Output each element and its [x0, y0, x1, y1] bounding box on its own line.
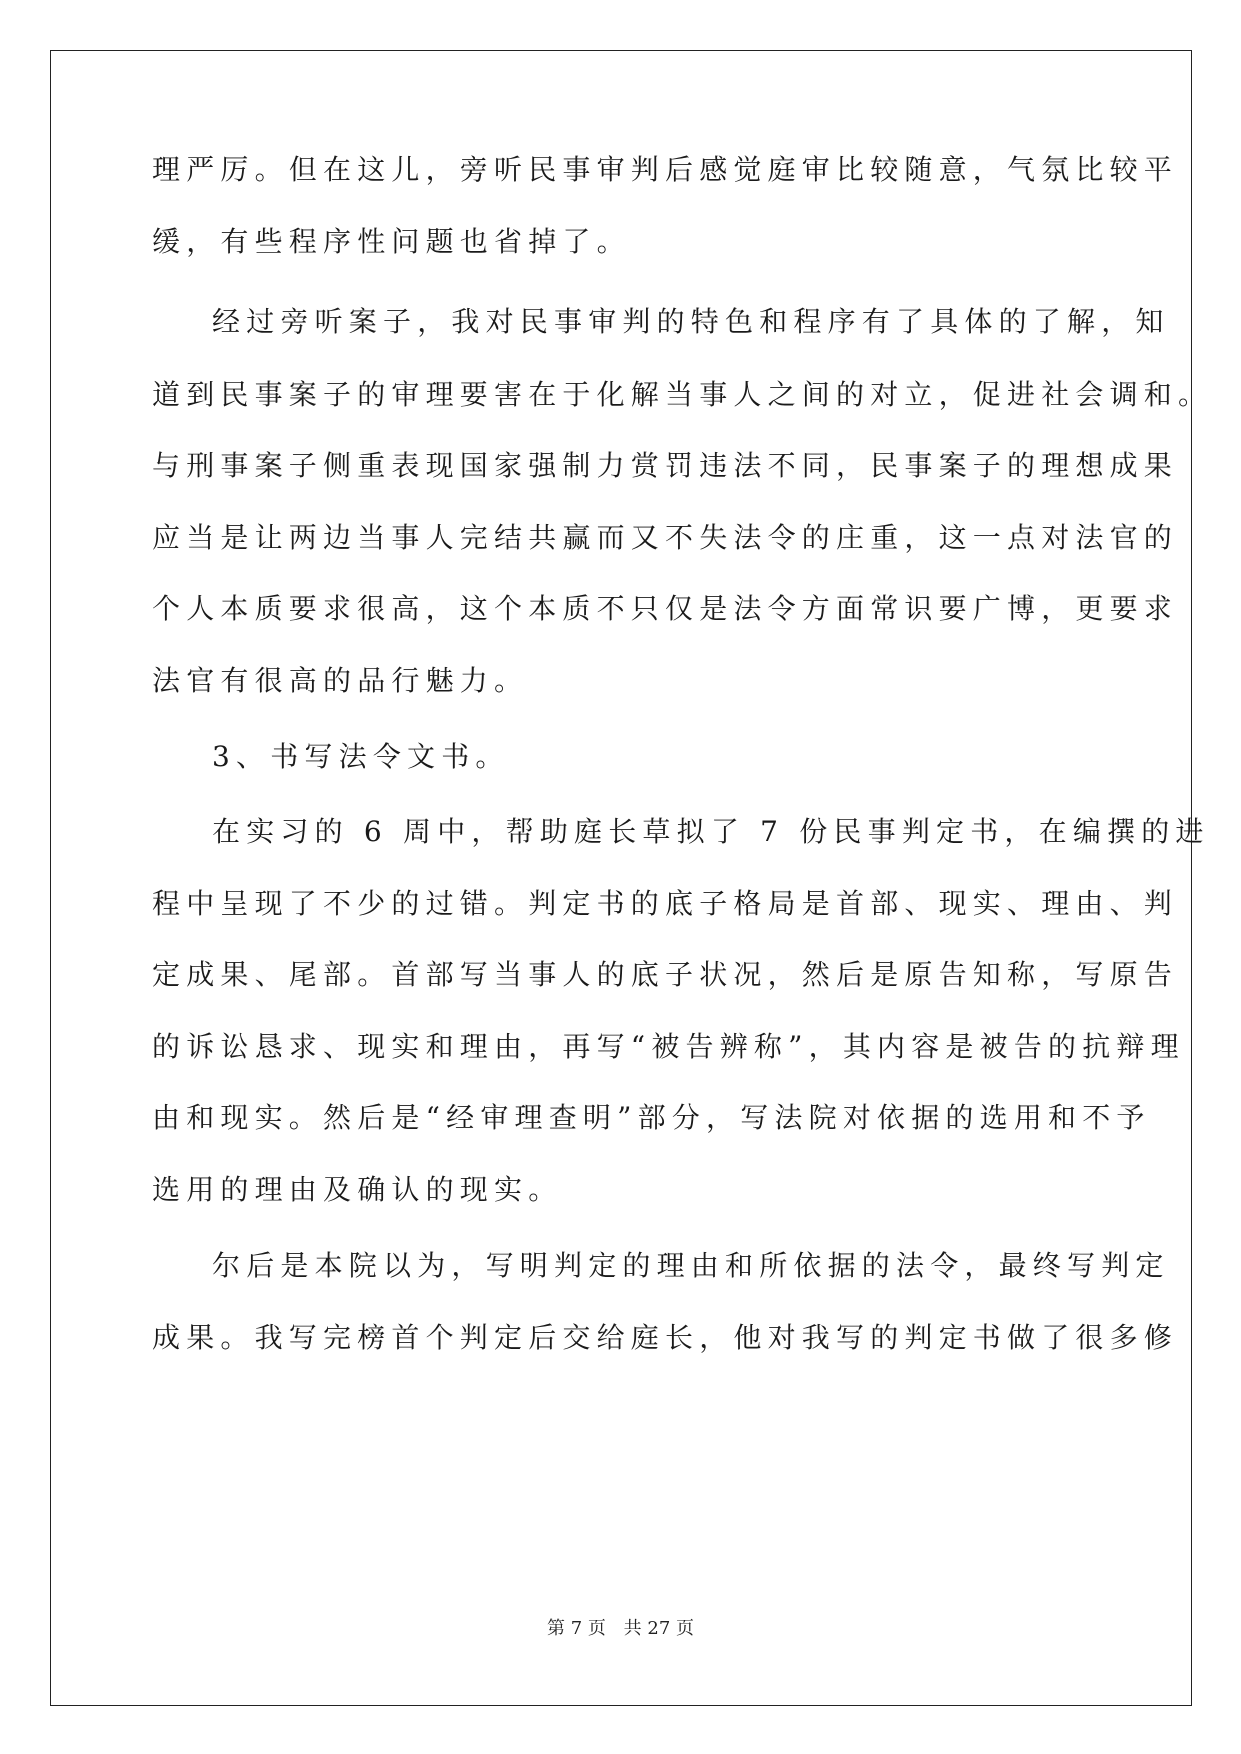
text-line: 应当是让两边当事人完结共赢而又不失法令的庄重，这一点对法官的 [152, 521, 1179, 554]
text-line: 尔后是本院以为，写明判定的理由和所依据的法令，最终写判定 [212, 1249, 1170, 1282]
text-line: 法官有很高的品行魅力。 [152, 664, 529, 697]
text-line: 定成果、尾部。首部写当事人的底子状况，然后是原告知称，写原告 [152, 958, 1179, 991]
page-footer [0, 1614, 1241, 1640]
text-line: 的诉讼恳求、现实和理由，再写“被告辨称”，其内容是被告的抗辩理 [152, 1030, 1185, 1063]
text-line: 成果。我写完榜首个判定后交给庭长，他对我写的判定书做了很多修 [152, 1321, 1179, 1354]
page-number: 第 7 页 [547, 1618, 606, 1639]
text-line: 程中呈现了不少的过错。判定书的底子格局是首部、现实、理由、判 [152, 887, 1179, 920]
text-line: 由和现实。然后是“经审理查明”部分，写法院对依据的选用和不予 [152, 1101, 1151, 1134]
text-line: 经过旁听案子，我对民事审判的特色和程序有了具体的了解，知 [212, 305, 1170, 338]
text-line: 缓，有些程序性问题也省掉了。 [152, 225, 631, 258]
section-heading: 3、书写法令文书。 [212, 740, 510, 773]
text-line: 与刑事案子侧重表现国家强制力赏罚违法不同，民事案子的理想成果 [152, 449, 1179, 482]
text-line: 个人本质要求很高，这个本质不只仅是法令方面常识要广博，更要求 [152, 592, 1179, 625]
text-line: 选用的理由及确认的现实。 [152, 1173, 563, 1206]
text-line: 在实习的 6 周中，帮助庭长草拟了 7 份民事判定书，在编撰的进 [212, 815, 1210, 848]
page-total: 共 27 页 [623, 1618, 694, 1639]
text-line: 道到民事案子的审理要害在于化解当事人之间的对立，促进社会调和。 [152, 378, 1213, 411]
text-line: 理严厉。但在这儿，旁听民事审判后感觉庭审比较随意，气氛比较平 [152, 153, 1179, 186]
page-border [50, 50, 1192, 1706]
